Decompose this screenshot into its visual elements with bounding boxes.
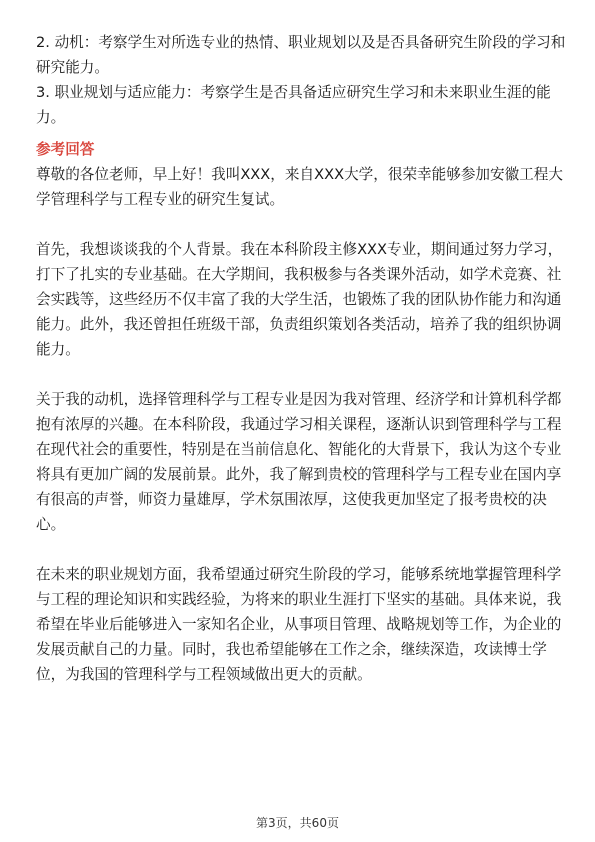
text-line: 研究能力。 [36,59,109,76]
paragraph-background [36,237,563,362]
text-line: 力。 [36,109,66,126]
text-line: 首先，我想谈谈我的个人背景。我在本科阶段主修XXX专业，期间通过努力学习， [36,241,563,258]
text-line: 位，为我国的管理科学与工程领域做出更大的贡献。 [36,666,372,683]
page-number-footer: 第3页，共60页 [256,816,339,830]
criterion-career-planning [36,80,560,130]
criterion-motivation [36,30,566,80]
text-line: 能力。 [36,341,80,358]
paragraph-greeting [36,162,563,212]
text-line: 尊敬的各位老师，早上好！我叫XXX，来自XXX大学，很荣幸能够参加安徽工程大 [36,166,563,183]
text-line: 在现代社会的重要性，特别是在当前信息化、智能化的大背景下，我认为这个专业 [36,441,562,458]
text-line: 3. 职业规划与适应能力：考察学生是否具备适应研究生学习和未来职业生涯的能 [36,84,551,101]
text-line: 与工程的理论知识和实践经验，为将来的职业生涯打下坚实的基础。具体来说，我 [36,591,562,608]
text-line: 能力。此外，我还曾担任班级干部，负责组织策划各类活动，培养了我的组织协调 [36,316,562,333]
document-page [36,30,566,687]
text-line: 将具有更加广阔的发展前景。此外，我了解到贵校的管理科学与工程专业在国内享 [36,466,562,483]
answer-heading: 参考回答 [36,141,95,158]
paragraph-spacer [36,537,560,562]
text-line: 打下了扎实的专业基础。在大学期间，我积极参与各类课外活动，如学术竞赛、社 [36,266,562,283]
text-line: 有很高的声誉，师资力量雄厚，学术氛围浓厚，这使我更加坚定了报考贵校的决 [36,491,547,508]
text-line: 发展贡献自己的力量。同时，我也希望能够在工作之余，继续深造，攻读博士学 [36,641,547,658]
paragraph-motivation [36,387,560,537]
text-line: 2. 动机：考察学生对所选专业的热情、职业规划以及是否具备研究生阶段的学习和 [36,34,566,51]
text-line: 抱有浓厚的兴趣。在本科阶段，我通过学习相关课程，逐渐认识到管理科学与工程 [36,416,562,433]
paragraph-spacer [36,362,560,387]
paragraph-career-plan [36,562,560,687]
text-line: 在未来的职业规划方面，我希望通过研究生阶段的学习，能够系统地掌握管理科学 [36,566,562,583]
text-line: 会实践等，这些经历不仅丰富了我的大学生活，也锻炼了我的团队协作能力和沟通 [36,291,562,308]
text-line: 心。 [36,516,66,533]
paragraph-spacer [36,212,560,237]
text-line: 希望在毕业后能够进入一家知名企业，从事项目管理、战略规划等工作，为企业的 [36,616,562,633]
text-line: 学管理科学与工程专业的研究生复试。 [36,191,285,208]
text-line: 关于我的动机，选择管理科学与工程专业是因为我对管理、经济学和计算机科学都 [36,391,562,408]
